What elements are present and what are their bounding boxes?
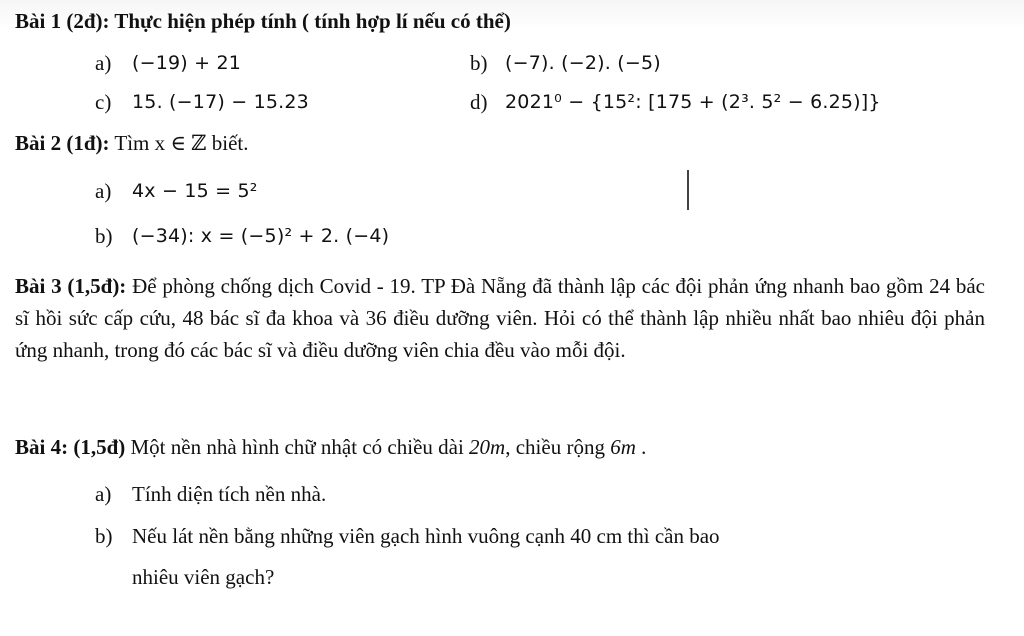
bai4-text-mid: , chiều rộng: [505, 435, 611, 459]
bai1-a-expr: (−19) + 21: [132, 52, 242, 74]
bai1-c-expr: 15. (−17) − 15.23: [132, 91, 309, 113]
bai2-a-label: a): [95, 179, 112, 203]
bai1-b-expr: (−7). (−2). (−5): [505, 52, 661, 74]
bai2-heading-line: [15, 130, 248, 156]
bai2-b-expr: (−34): x = (−5)² + 2. (−4): [132, 225, 390, 247]
bai4-b-text-cont: nhiêu viên gạch?: [132, 565, 275, 589]
bai2-heading: Bài 2 (1đ):: [15, 131, 110, 155]
bai1-c-label: c): [95, 90, 112, 114]
bai1-b-label: b): [470, 51, 488, 75]
bai2-heading-rest: Tìm x ∈ ℤ biết.: [109, 131, 249, 155]
bai4-a-label: a): [95, 482, 112, 506]
bai4-length: 20m: [469, 435, 506, 459]
bai4-width: 6m: [610, 435, 636, 459]
bai1-a-label: a): [95, 51, 112, 75]
bai4-heading: Bài 4: (1,5đ): [15, 435, 126, 459]
bai3-paragraph: [15, 270, 985, 366]
bai3-text: Để phòng chống dịch Covid - 19. TP Đà Nẵng đã thành lập các đội phản ứng nhanh bao gồm 24 bác sĩ hồi sức cấp cứu, 48 bác sĩ đa khoa và 36 điều dưỡng viên. Hỏi có thể thành lập nhiều nhất bao nhiêu đội phản ứng nhanh, trong đó các bác sĩ và điều dưỡng viên chia đều vào mỗi đội.: [15, 274, 986, 362]
bai1-heading: Bài 1 (2đ): Thực hiện phép tính ( tính hợp lí nếu có thể): [15, 9, 511, 33]
bai4-text-end: .: [635, 435, 647, 459]
bai2-b-label: b): [95, 224, 113, 248]
text-cursor-mark: [687, 170, 689, 210]
bai4-b-text: Nếu lát nền bằng những viên gạch hình vuông cạnh 40 cm thì cần bao: [132, 524, 720, 548]
bai4-a-text: Tính diện tích nền nhà.: [132, 482, 327, 506]
bai4-heading-line: [15, 434, 646, 460]
bai1-d-expr: 2021⁰ − {15²: [175 + (2³. 5² − 6.25)]}: [505, 91, 881, 113]
bai2-a-expr: 4x − 15 = 5²: [132, 180, 258, 202]
bai4-text-start: Một nền nhà hình chữ nhật có chiều dài: [125, 435, 470, 459]
bai4-b-label: b): [95, 524, 113, 548]
bai1-d-label: d): [470, 90, 488, 114]
bai3-heading: Bài 3 (1,5đ):: [15, 274, 127, 298]
